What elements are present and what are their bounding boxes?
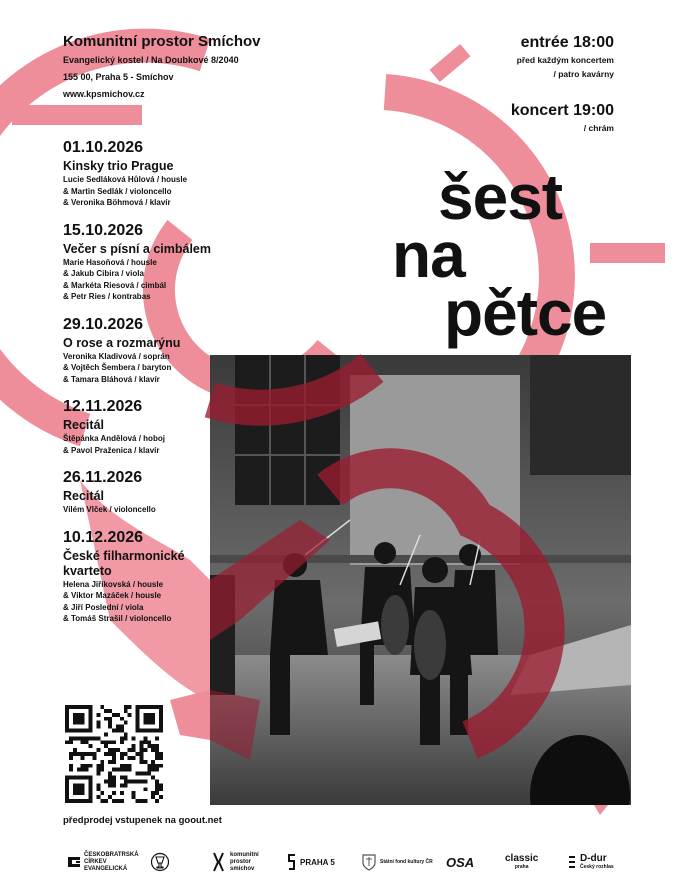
entry-time: entrée 18:00 (520, 34, 614, 51)
venue-address-line1: Evangelický kostel / Na Doubkové 8/2040 (63, 55, 239, 65)
performer: Helena Jiříkovská / housle (63, 579, 164, 589)
entry-note2: / patro kavárny (553, 69, 614, 79)
performer: & Tomáš Strašil / violoncello (63, 614, 172, 623)
qr-code-icon[interactable] (65, 705, 163, 803)
praha5-icon (287, 853, 297, 871)
event-title: Recitál (63, 489, 104, 503)
logo-classic: classic praha (505, 853, 539, 870)
presale-link[interactable]: předprodej vstupenek na goout.net (63, 815, 222, 826)
shield-icon (361, 853, 377, 871)
cce-icon (67, 855, 81, 869)
performer: & Markéta Riesová / cimbál (63, 280, 167, 290)
venue-name: Komunitní prostor Smíchov (63, 33, 261, 50)
venue-info (63, 32, 261, 103)
performer: & Jakub Cibira / viola (63, 269, 144, 278)
event-item (63, 528, 233, 625)
schedule-info (511, 33, 614, 135)
logo-ddur: D-dur Český rozhlas (569, 848, 614, 876)
event-item (63, 221, 233, 303)
event-item (63, 468, 233, 516)
event-date: 29.10.2026 (63, 315, 144, 333)
performer: Vilém Vlček / violoncello (63, 505, 156, 514)
sponsor-logos (63, 848, 623, 878)
logo-cce: ČESKOBRATRSKÁ CÍRKEV EVANGELICKÁ (67, 848, 139, 876)
venue-website-link[interactable]: www.kpsmichov.cz (63, 89, 145, 99)
event-date: 01.10.2026 (63, 139, 144, 156)
event-date: 15.10.2026 (63, 221, 144, 239)
festival-title (392, 161, 607, 349)
event-date: 26.11.2026 (63, 469, 143, 486)
logo-praha5: PRAHA 5 (287, 848, 335, 876)
ddur-icon (569, 855, 577, 869)
logo-fond: Státní fond kultury ČR (361, 848, 433, 876)
event-item (63, 397, 233, 456)
performer: & Jiří Poslední / viola (63, 602, 144, 612)
event-title: Kinsky trio Prague (63, 159, 174, 173)
event-item (63, 138, 233, 209)
concert-note: / chrám (583, 123, 614, 133)
performer: & Veronika Böhmová / klavír (63, 198, 171, 207)
performer: & Viktor Mazáček / housle (63, 591, 162, 600)
performer: Štěpánka Andělová / hoboj (63, 434, 165, 443)
title-line1: šest (438, 161, 563, 233)
performer: Veronika Kladivová / soprán (63, 351, 170, 361)
logo-kps: komunitní prostor smíchov (211, 848, 259, 876)
concert-photo (210, 355, 631, 805)
performer: & Pavol Praženica / klavír (63, 445, 160, 455)
event-date: 10.12.2026 (63, 528, 144, 546)
event-title: České filharmonické kvarteto (63, 548, 185, 578)
kps-icon (211, 851, 227, 873)
concert-time: koncert 19:00 (510, 102, 614, 119)
performer: & Vojtěch Šembera / baryton (63, 363, 172, 372)
event-title: O rose a rozmarýnu (63, 335, 181, 350)
performer: & Petr Ries / kontrabas (63, 292, 151, 301)
performer: & Tamara Bláhová / klavír (63, 374, 160, 384)
cup-icon (151, 848, 169, 876)
event-title: Recitál (63, 418, 104, 432)
entry-note1: před každým koncertem (516, 55, 614, 65)
logo-osa: OSA (446, 854, 475, 870)
performer: & Martin Sedlák / violoncello (63, 186, 172, 196)
event-date: 12.11.2026 (63, 398, 143, 415)
title-line3: pětce (444, 277, 607, 349)
event-title: Večer s písní a cimbálem (63, 241, 211, 256)
title-line2: na (392, 219, 465, 291)
venue-address-line2: 155 00, Praha 5 - Smíchov (63, 72, 174, 82)
event-list (63, 138, 233, 637)
performer: Marie Hasoňová / housle (63, 257, 157, 267)
event-item (63, 315, 233, 386)
performer: Lucie Sedláková Hůlová / housle (63, 175, 188, 184)
